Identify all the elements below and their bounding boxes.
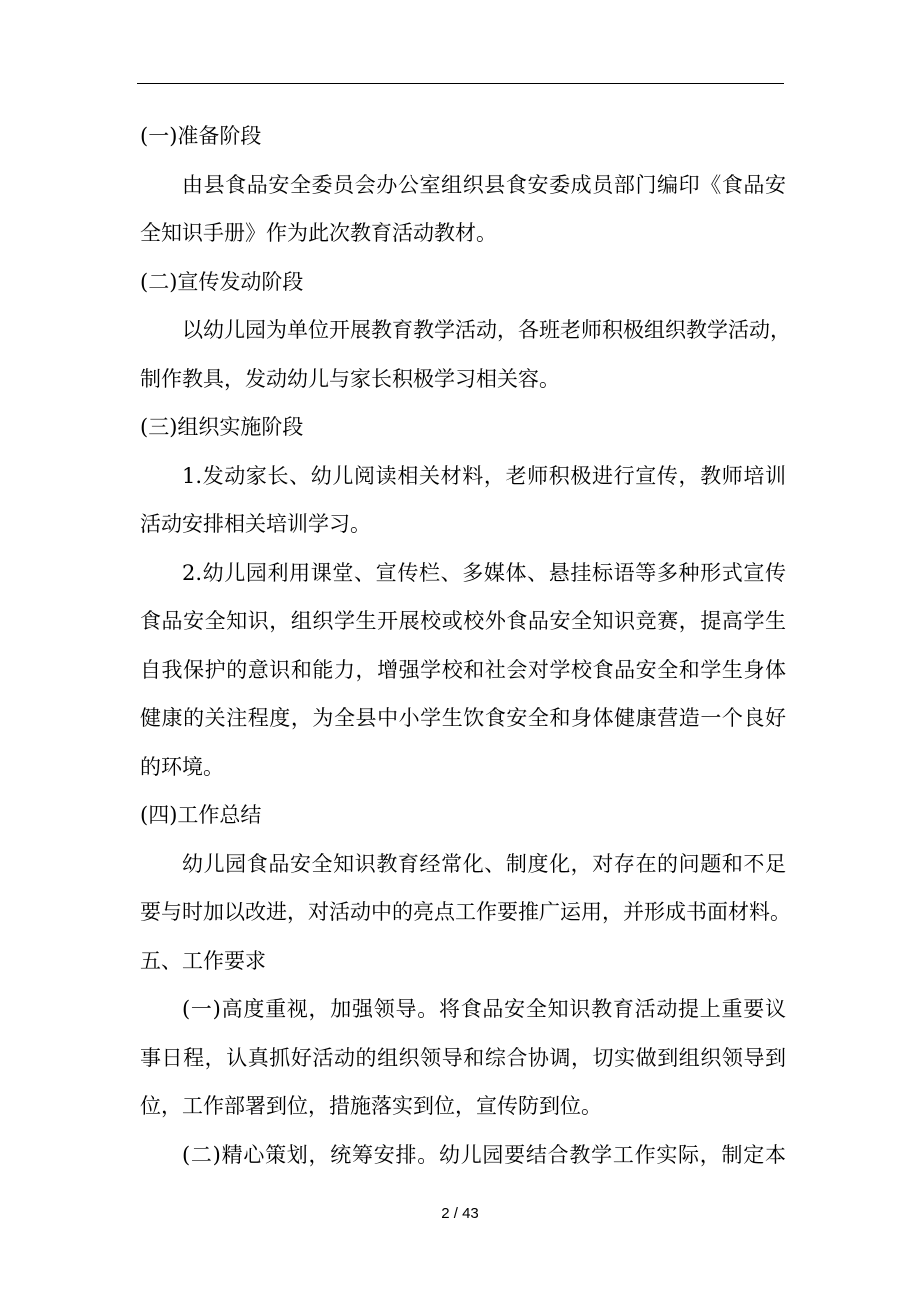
paragraph-line: 健康的关注程度，为全县中小学生饮食安全和身体健康营造一个良好 [140,706,786,730]
paragraph-line: 位，工作部署到位，措施落实到位，宣传防到位。 [140,1094,602,1118]
page-number: 2 / 43 [441,1205,479,1222]
paragraph-line: 食品安全知识，组织学生开展校或校外食品安全知识竞赛，提高学生 [140,609,786,633]
paragraph-line: 活动安排相关培训学习。 [140,512,371,536]
heading-work-requirements: 五、工作要求 [140,948,266,973]
paragraph-line: 事日程，认真抓好活动的组织领导和综合协调，切实做到组织领导到 [140,1045,786,1070]
paragraph-line: 由县食品安全委员会办公室组织县食安委成员部门编印《食品安 [182,172,786,197]
heading-work-summary: (四)工作总结 [140,803,262,827]
paragraph-line: (二)精心策划，统筹安排。幼儿园要结合教学工作实际，制定本 [182,1142,786,1167]
paragraph-line: 全知识手册》作为此次教育活动教材。 [140,221,497,245]
heading-preparation-stage: (一)准备阶段 [140,124,262,148]
paragraph-line: 自我保护的意识和能力，增强学校和社会对学校食品安全和学生身体 [140,657,786,682]
paragraph-line: 2.幼儿园利用课堂、宣传栏、多媒体、悬挂标语等多种形式宣传 [182,560,786,585]
paragraph-line: (一)高度重视，加强领导。将食品安全知识教育活动提上重要议 [182,997,786,1021]
document-body [140,112,791,1179]
paragraph-line: 的环境。 [140,754,224,779]
paragraph-line: 幼儿园食品安全知识教育经常化、制度化，对存在的问题和不足 [182,851,786,876]
heading-implementation-stage: (三)组织实施阶段 [140,415,304,439]
paragraph-line: 以幼儿园为单位开展教育教学活动，各班老师积极组织教学活动， [182,318,791,342]
paragraph-line: 1.发动家长、幼儿阅读相关材料，老师积极进行宣传，教师培训 [182,463,786,488]
paragraph-line: 制作教具，发动幼儿与家长积极学习相关容。 [140,366,560,391]
paragraph-line: 要与时加以改进，对活动中的亮点工作要推广运用，并形成书面材料。 [140,900,791,924]
header-rule [137,83,784,84]
heading-publicity-stage: (二)宣传发动阶段 [140,269,304,294]
